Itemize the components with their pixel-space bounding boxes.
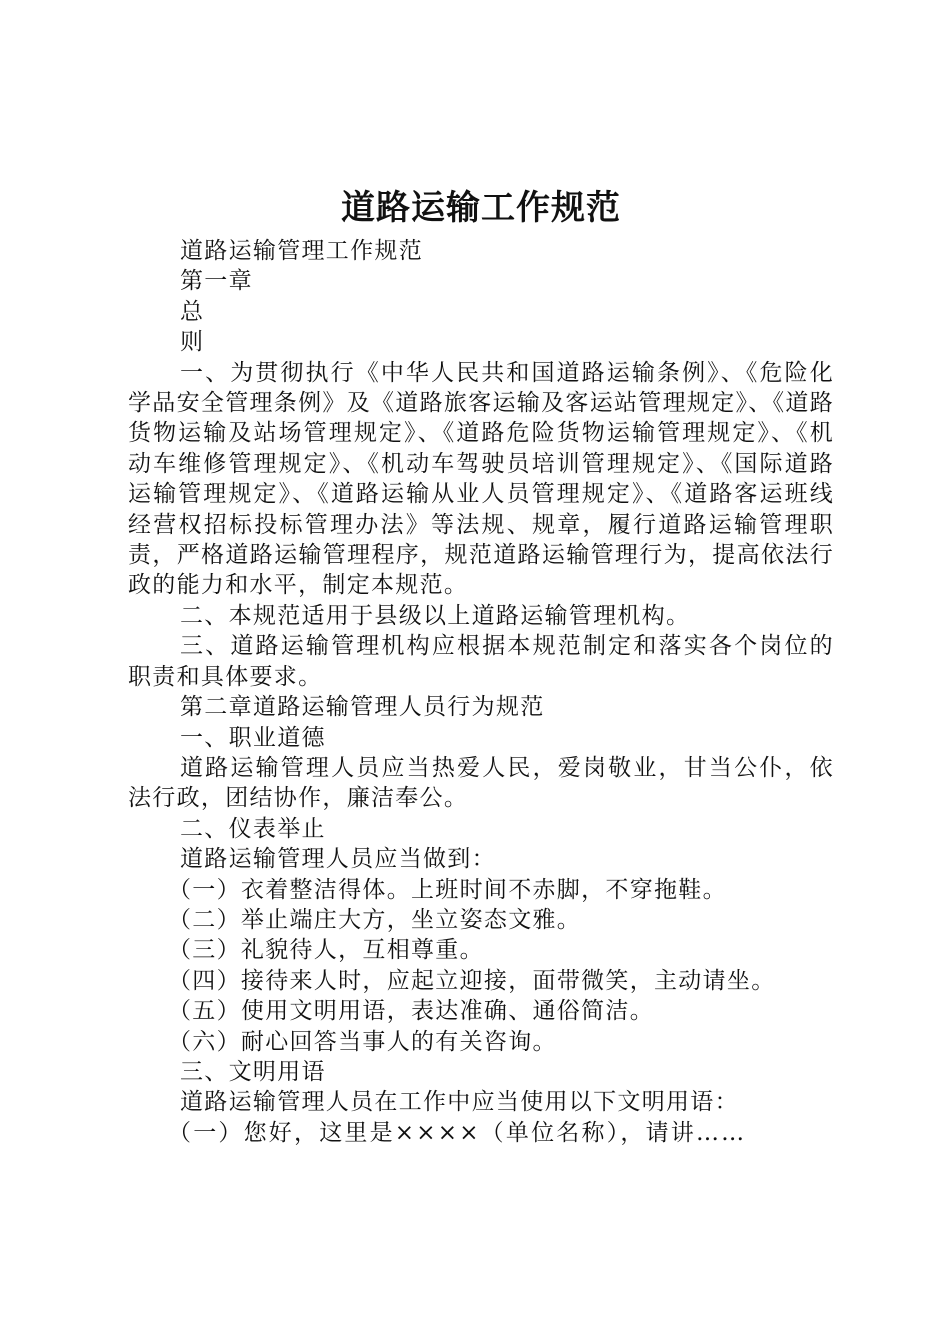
document-subtitle: 道路运输管理工作规范 <box>180 238 423 264</box>
section-heading: 一、职业道德 <box>180 724 326 751</box>
article-paragraph: 一、为贯彻执行《中华人民共和国道路运输条例》、《危险化学品安全管理条例》及《道路旅客运输及客运站管理规定》、《道路货物运输及站场管理规定》、《道路危险货物运输管理规定》、《机动车维修管理规定》、《机动车驾驶员培训管理规定》、《国际道路运输管理规定》、《道路运输从业人员管理规定》、《道路客运班线经营权招标投标管理办法》等法规、规章，履行道路运输管理职责，严格道路运输管理程序，规范道路运输管理行为，提高依法行政的能力和水平，制定本规范。 <box>128 359 834 599</box>
list-item: （一）衣着整洁得体。上班时间不赤脚，不穿拖鞋。 <box>168 876 727 903</box>
section-paragraph: 道路运输管理人员应当热爱人民，爱岗敬业，甘当公仆，依法行政，团结协作，廉洁奉公。 <box>128 754 834 812</box>
section-heading: 三、文明用语 <box>180 1058 326 1085</box>
list-item: （四）接待来人时，应起立迎接，面带微笑，主动请坐。 <box>168 967 776 994</box>
chapter-heading: 第二章道路运输管理人员行为规范 <box>180 694 545 721</box>
section-heading: 二、仪表举止 <box>180 815 326 842</box>
chapter-heading: 第一章 <box>180 268 253 295</box>
chapter-name-part: 总 <box>180 298 205 325</box>
list-item: （六）耐心回答当事人的有关咨询。 <box>168 1028 557 1055</box>
article-paragraph: 二、本规范适用于县级以上道路运输管理机构。 <box>180 602 691 629</box>
list-item: （三）礼貌待人，互相尊重。 <box>168 937 484 964</box>
document-page <box>128 180 834 1148</box>
list-item: （一）您好，这里是××××（单位名称），请讲…… <box>168 1119 747 1146</box>
list-item: （五）使用文明用语，表达准确、通俗简洁。 <box>168 998 654 1025</box>
chapter-name-part: 则 <box>180 329 205 356</box>
document-title: 道路运输工作规范 <box>341 188 621 228</box>
section-intro: 道路运输管理人员在工作中应当使用以下文明用语： <box>180 1089 739 1116</box>
article-paragraph: 三、道路运输管理机构应根据本规范制定和落实各个岗位的职责和具体要求。 <box>128 633 834 690</box>
list-item: （二）举止端庄大方，坐立姿态文雅。 <box>168 906 582 933</box>
section-intro: 道路运输管理人员应当做到： <box>180 846 496 873</box>
